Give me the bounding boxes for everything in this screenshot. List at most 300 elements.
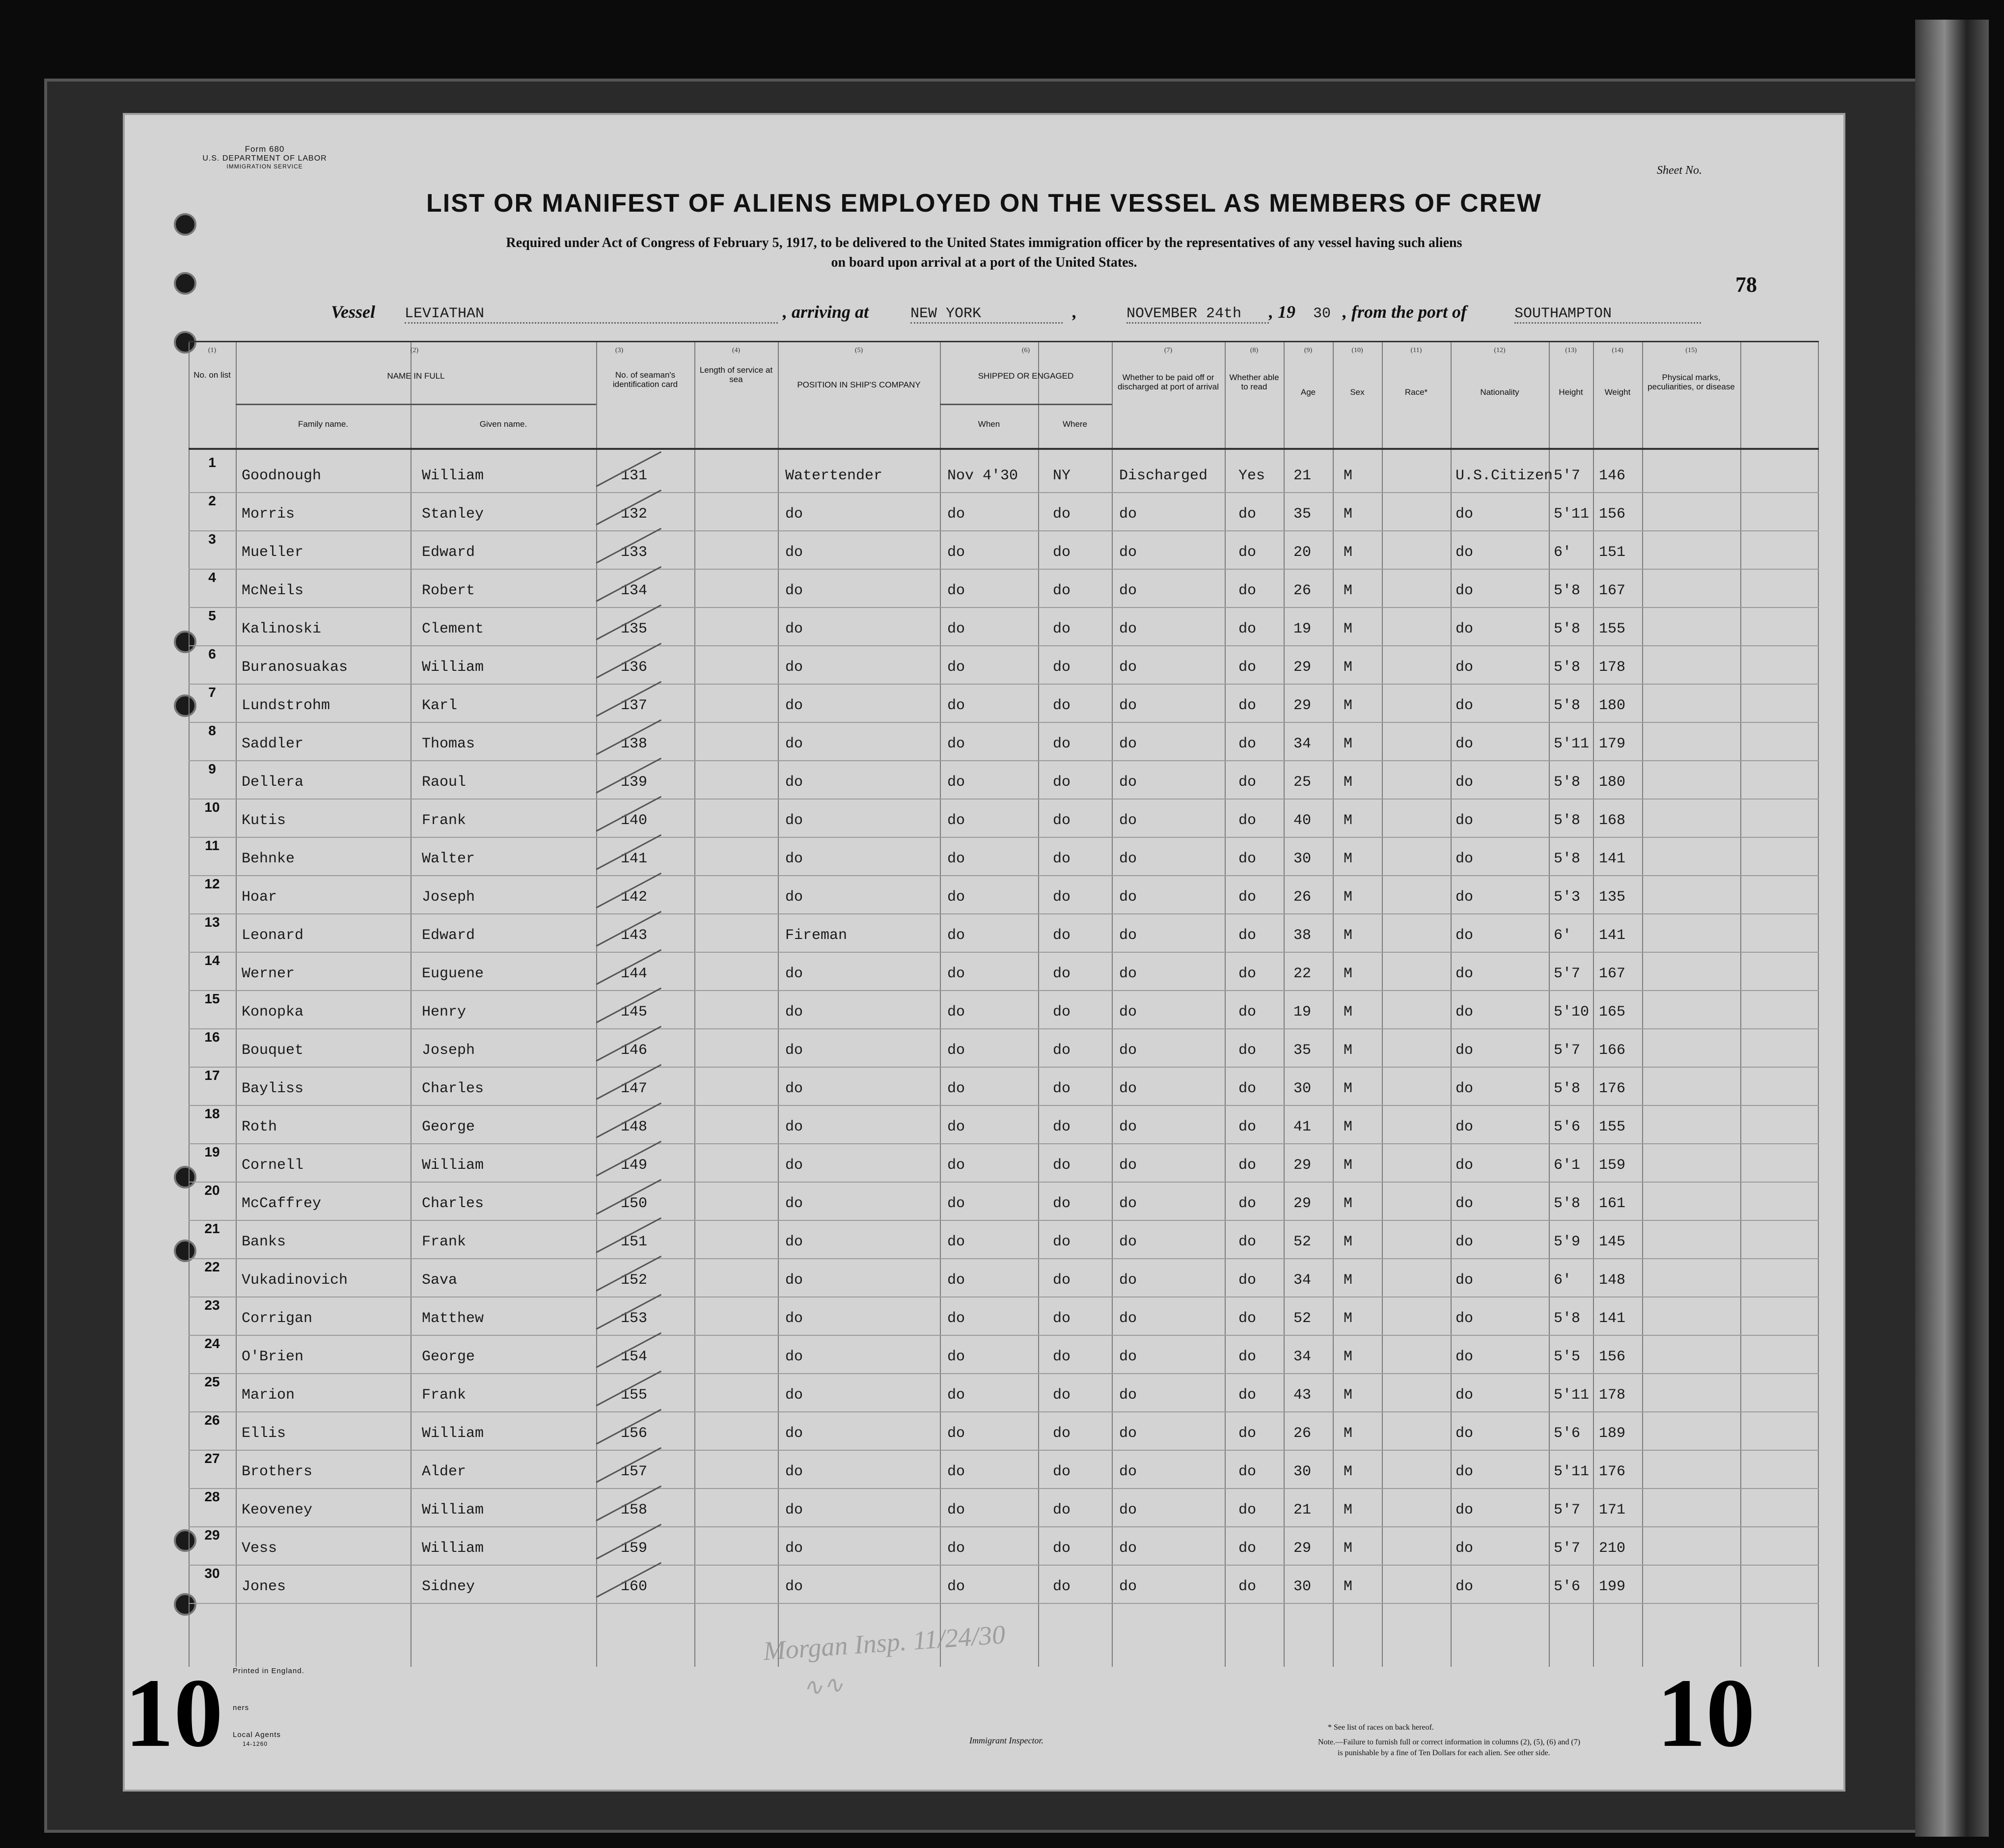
header-no-on-list: No. on list xyxy=(193,370,231,380)
cell-family: Vess xyxy=(242,1540,277,1557)
row-rule xyxy=(189,1182,1819,1183)
header-physical-marks: Physical marks, peculiarities, or disease xyxy=(1647,373,1735,391)
from-port: SOUTHAMPTON xyxy=(1514,305,1701,324)
cell-read: do xyxy=(1238,506,1257,523)
cell-card: 144 xyxy=(621,965,648,982)
row-number: 2 xyxy=(208,493,216,508)
cell-read: do xyxy=(1238,1080,1257,1097)
header-given-name: Given name. xyxy=(479,419,527,429)
cell-when: do xyxy=(947,1042,965,1059)
cell-given: Henry xyxy=(422,1004,467,1021)
cell-family: Bayliss xyxy=(242,1080,304,1097)
cell-sex: M xyxy=(1344,1463,1353,1480)
cell-family: Leonard xyxy=(242,927,304,944)
cell-weight: 199 xyxy=(1599,1578,1626,1595)
row-rule xyxy=(189,569,1819,570)
cell-given: Charles xyxy=(422,1195,484,1212)
cell-read: do xyxy=(1238,544,1257,561)
row-number: 29 xyxy=(204,1527,220,1543)
cell-sex: M xyxy=(1344,582,1353,599)
cell-position: do xyxy=(785,1272,803,1289)
cell-family: Konopka xyxy=(242,1004,304,1021)
row-number: 27 xyxy=(204,1451,220,1466)
cell-family: Cornell xyxy=(242,1157,304,1174)
cell-sex: M xyxy=(1344,1502,1353,1518)
cell-height: 5'8 xyxy=(1554,659,1581,676)
row-rule xyxy=(189,1450,1819,1451)
cell-read: do xyxy=(1238,965,1257,982)
cell-card: 140 xyxy=(621,812,648,829)
row-number: 4 xyxy=(208,570,216,585)
cell-where: do xyxy=(1053,1502,1071,1518)
cell-height: 5'8 xyxy=(1554,621,1581,637)
cell-given: Thomas xyxy=(422,736,475,752)
cell-age: 26 xyxy=(1293,889,1312,906)
cell-height: 5'9 xyxy=(1554,1234,1581,1250)
cell-sex: M xyxy=(1344,544,1353,561)
cell-age: 21 xyxy=(1293,1502,1312,1518)
cell-given: Frank xyxy=(422,812,467,829)
row-number: 20 xyxy=(204,1183,220,1198)
cell-weight: 176 xyxy=(1599,1463,1626,1480)
cell-paid: do xyxy=(1119,1540,1137,1557)
cell-nationality: do xyxy=(1455,1004,1474,1021)
row-rule xyxy=(189,1067,1819,1068)
cell-paid: do xyxy=(1119,1310,1137,1327)
cell-sex: M xyxy=(1344,621,1353,637)
row-rule xyxy=(189,1488,1819,1489)
cell-sex: M xyxy=(1344,1119,1353,1135)
row-number: 3 xyxy=(208,531,216,547)
cell-when: do xyxy=(947,1004,965,1021)
handwritten-initials-icon: ∿∿ xyxy=(801,1670,845,1702)
cell-position: do xyxy=(785,544,803,561)
cell-when: do xyxy=(947,1272,965,1289)
cell-height: 5'5 xyxy=(1554,1349,1581,1365)
row-rule xyxy=(189,645,1819,646)
cell-weight: 171 xyxy=(1599,1502,1626,1518)
cell-where: do xyxy=(1053,544,1071,561)
row-rule xyxy=(189,1143,1819,1144)
cell-where: do xyxy=(1053,582,1071,599)
row-rule xyxy=(189,875,1819,876)
cell-read: do xyxy=(1238,1578,1257,1595)
row-number: 21 xyxy=(204,1221,220,1236)
cell-age: 19 xyxy=(1293,621,1312,637)
cell-weight: 180 xyxy=(1599,697,1626,714)
cell-given: Frank xyxy=(422,1387,467,1404)
header-weight: Weight xyxy=(1604,387,1631,397)
cell-sex: M xyxy=(1344,1425,1353,1442)
column-number: (4) xyxy=(732,347,741,354)
cell-position: do xyxy=(785,812,803,829)
column-number: (6) xyxy=(1021,347,1030,354)
cell-where: do xyxy=(1053,1234,1071,1250)
cell-read: do xyxy=(1238,1042,1257,1059)
cell-given: William xyxy=(422,1157,484,1174)
cell-read: do xyxy=(1238,1502,1257,1518)
cell-family: Kutis xyxy=(242,812,286,829)
cell-where: do xyxy=(1053,1387,1071,1404)
row-rule xyxy=(189,1526,1819,1527)
cell-card: 137 xyxy=(621,697,648,714)
cell-sex: M xyxy=(1344,1157,1353,1174)
cell-weight: 156 xyxy=(1599,1349,1626,1365)
row-rule xyxy=(189,799,1819,800)
cell-read: Yes xyxy=(1238,468,1265,484)
cell-position: do xyxy=(785,889,803,906)
row-rule xyxy=(189,1565,1819,1566)
binder-edge xyxy=(1915,20,1989,1837)
cell-weight: 165 xyxy=(1599,1004,1626,1021)
cell-where: do xyxy=(1053,1425,1071,1442)
cell-paid: do xyxy=(1119,1387,1137,1404)
cell-nationality: do xyxy=(1455,1272,1474,1289)
cell-sex: M xyxy=(1344,927,1353,944)
cell-given: Matthew xyxy=(422,1310,484,1327)
header-race: Race* xyxy=(1404,387,1428,397)
row-number: 25 xyxy=(204,1374,220,1389)
cell-paid: do xyxy=(1119,1080,1137,1097)
cell-position: do xyxy=(785,1234,803,1250)
cell-family: O'Brien xyxy=(242,1349,304,1365)
row-number: 22 xyxy=(204,1259,220,1274)
cell-paid: Discharged xyxy=(1119,468,1208,484)
cell-age: 25 xyxy=(1293,774,1312,791)
cell-family: Dellera xyxy=(242,774,304,791)
cell-family: Brothers xyxy=(242,1463,313,1480)
cell-nationality: do xyxy=(1455,1463,1474,1480)
cell-family: Keoveney xyxy=(242,1502,313,1518)
cell-nationality: do xyxy=(1455,1578,1474,1595)
cell-paid: do xyxy=(1119,1042,1137,1059)
cell-nationality: do xyxy=(1455,1349,1474,1365)
cell-when: do xyxy=(947,1578,965,1595)
cell-paid: do xyxy=(1119,1157,1137,1174)
cell-card: 135 xyxy=(621,621,648,637)
cell-card: 151 xyxy=(621,1234,648,1250)
column-number: (3) xyxy=(615,347,624,354)
cell-nationality: do xyxy=(1455,1310,1474,1327)
column-number: (12) xyxy=(1494,347,1506,354)
cell-where: do xyxy=(1053,506,1071,523)
cell-card: 139 xyxy=(621,774,648,791)
cell-where: do xyxy=(1053,1157,1071,1174)
cell-given: William xyxy=(422,468,484,484)
cell-age: 35 xyxy=(1293,506,1312,523)
cell-age: 41 xyxy=(1293,1119,1312,1135)
cell-family: Buranosuakas xyxy=(242,659,348,676)
header-able-to-read: Whether able to read xyxy=(1229,373,1279,391)
column-number: (5) xyxy=(854,347,863,354)
cell-height: 5'8 xyxy=(1554,812,1581,829)
cell-card: 149 xyxy=(621,1157,648,1174)
cell-age: 30 xyxy=(1293,1080,1312,1097)
row-number: 26 xyxy=(204,1412,220,1428)
cell-weight: 176 xyxy=(1599,1080,1626,1097)
cell-read: do xyxy=(1238,812,1257,829)
cell-height: 5'7 xyxy=(1554,468,1581,484)
row-rule xyxy=(189,1028,1819,1029)
header-family-name: Family name. xyxy=(298,419,349,429)
cell-given: Clement xyxy=(422,621,484,637)
column-number: (1) xyxy=(208,347,217,354)
cell-weight: 155 xyxy=(1599,1119,1626,1135)
cell-sex: M xyxy=(1344,1042,1353,1059)
cell-position: do xyxy=(785,1080,803,1097)
cell-sex: M xyxy=(1344,1234,1353,1250)
cell-position: do xyxy=(785,1004,803,1021)
cell-read: do xyxy=(1238,774,1257,791)
cell-position: do xyxy=(785,659,803,676)
cell-card: 142 xyxy=(621,889,648,906)
row-number: 30 xyxy=(204,1566,220,1581)
row-number: 1 xyxy=(208,455,216,470)
cell-weight: 135 xyxy=(1599,889,1626,906)
cell-card: 145 xyxy=(621,1004,648,1021)
column-number: (9) xyxy=(1304,347,1313,354)
cell-card: 150 xyxy=(621,1195,648,1212)
cell-position: do xyxy=(785,697,803,714)
cell-position: do xyxy=(785,1425,803,1442)
cell-sex: M xyxy=(1344,1195,1353,1212)
cell-paid: do xyxy=(1119,506,1137,523)
cell-age: 26 xyxy=(1293,1425,1312,1442)
header-nationality: Nationality xyxy=(1480,387,1519,397)
row-number: 17 xyxy=(204,1068,220,1083)
cell-position: do xyxy=(785,774,803,791)
cell-sex: M xyxy=(1344,1387,1353,1404)
cell-height: 5'8 xyxy=(1554,851,1581,867)
cell-nationality: do xyxy=(1455,1195,1474,1212)
cell-sex: M xyxy=(1344,1310,1353,1327)
year-suffix: 30 xyxy=(1313,305,1331,322)
cell-height: 5'6 xyxy=(1554,1119,1581,1135)
cell-weight: 166 xyxy=(1599,1042,1626,1059)
row-rule xyxy=(189,684,1819,685)
arriving-port: NEW YORK xyxy=(910,305,1063,324)
cell-card: 131 xyxy=(621,468,648,484)
cell-family: Goodnough xyxy=(242,468,322,484)
cell-given: Walter xyxy=(422,851,475,867)
note-line-1: Note.—Failure to furnish full or correct information in columns (2), (5), (6) and (7) xyxy=(1318,1738,1581,1746)
cell-nationality: do xyxy=(1455,1425,1474,1442)
cell-where: do xyxy=(1053,621,1071,637)
cell-card: 134 xyxy=(621,582,648,599)
cell-when: do xyxy=(947,927,965,944)
cell-where: do xyxy=(1053,889,1071,906)
row-number: 13 xyxy=(204,914,220,930)
cell-age: 34 xyxy=(1293,736,1312,752)
cell-paid: do xyxy=(1119,544,1137,561)
cell-when: do xyxy=(947,544,965,561)
cell-weight: 141 xyxy=(1599,851,1626,867)
cell-card: 159 xyxy=(621,1540,648,1557)
cell-when: Nov 4'30 xyxy=(947,468,1018,484)
cell-position: Watertender xyxy=(785,468,883,484)
cell-nationality: do xyxy=(1455,582,1474,599)
cell-position: do xyxy=(785,621,803,637)
cell-sex: M xyxy=(1344,468,1353,484)
row-rule xyxy=(189,913,1819,914)
column-number: (2) xyxy=(410,347,419,354)
cell-weight: 189 xyxy=(1599,1425,1626,1442)
cell-family: Marion xyxy=(242,1387,295,1404)
cell-card: 146 xyxy=(621,1042,648,1059)
cell-nationality: do xyxy=(1455,621,1474,637)
cell-sex: M xyxy=(1344,697,1353,714)
cell-card: 158 xyxy=(621,1502,648,1518)
row-number: 7 xyxy=(208,685,216,700)
cell-when: do xyxy=(947,1157,965,1174)
cell-family: Hoar xyxy=(242,889,277,906)
cell-weight: 167 xyxy=(1599,582,1626,599)
cell-card: 152 xyxy=(621,1272,648,1289)
sheet-number: 78 xyxy=(1735,273,1757,297)
cell-read: do xyxy=(1238,659,1257,676)
cell-where: do xyxy=(1053,1463,1071,1480)
cell-height: 5'6 xyxy=(1554,1425,1581,1442)
cell-sex: M xyxy=(1344,851,1353,867)
manifest-sheet xyxy=(123,113,1845,1792)
cell-sex: M xyxy=(1344,506,1353,523)
row-rule xyxy=(189,760,1819,761)
cell-where: do xyxy=(1053,812,1071,829)
cell-given: Edward xyxy=(422,544,475,561)
cell-age: 21 xyxy=(1293,468,1312,484)
cell-given: Robert xyxy=(422,582,475,599)
cell-when: do xyxy=(947,697,965,714)
cell-card: 141 xyxy=(621,851,648,867)
cell-paid: do xyxy=(1119,1195,1137,1212)
big-number-left: 10 xyxy=(125,1659,223,1767)
cell-read: do xyxy=(1238,927,1257,944)
cell-sex: M xyxy=(1344,889,1353,906)
cell-family: Roth xyxy=(242,1119,277,1135)
cell-when: do xyxy=(947,1463,965,1480)
cell-given: Alder xyxy=(422,1463,467,1480)
cell-nationality: do xyxy=(1455,1119,1474,1135)
column-number: (11) xyxy=(1410,347,1422,354)
cell-given: Sava xyxy=(422,1272,458,1289)
cell-where: do xyxy=(1053,851,1071,867)
cell-position: do xyxy=(785,1157,803,1174)
cell-age: 30 xyxy=(1293,1578,1312,1595)
cell-where: do xyxy=(1053,965,1071,982)
cell-given: George xyxy=(422,1119,475,1135)
cell-card: 148 xyxy=(621,1119,648,1135)
cell-age: 34 xyxy=(1293,1272,1312,1289)
row-number: 18 xyxy=(204,1106,220,1121)
row-rule xyxy=(189,1335,1819,1336)
cell-height: 5'7 xyxy=(1554,1540,1581,1557)
cell-height: 5'11 xyxy=(1554,1387,1590,1404)
cell-where: NY xyxy=(1053,468,1071,484)
cell-when: do xyxy=(947,1195,965,1212)
cell-paid: do xyxy=(1119,1463,1137,1480)
cell-given: Karl xyxy=(422,697,458,714)
header-position: POSITION IN SHIP'S COMPANY xyxy=(797,380,921,389)
cell-read: do xyxy=(1238,1540,1257,1557)
cell-read: do xyxy=(1238,582,1257,599)
cell-age: 52 xyxy=(1293,1234,1312,1250)
cell-height: 5'8 xyxy=(1554,697,1581,714)
cell-weight: 168 xyxy=(1599,812,1626,829)
races-note: * See list of races on back hereof. xyxy=(1328,1723,1434,1732)
big-number-right: 10 xyxy=(1657,1659,1755,1767)
cell-read: do xyxy=(1238,1463,1257,1480)
cell-sex: M xyxy=(1344,1349,1353,1365)
sheet-no-label: Sheet No. xyxy=(1657,164,1702,177)
cell-where: do xyxy=(1053,927,1071,944)
cell-paid: do xyxy=(1119,697,1137,714)
cell-where: do xyxy=(1053,1578,1071,1595)
row-rule xyxy=(189,722,1819,723)
cell-when: do xyxy=(947,774,965,791)
cell-when: do xyxy=(947,1387,965,1404)
cell-position: do xyxy=(785,1310,803,1327)
cell-nationality: do xyxy=(1455,1042,1474,1059)
local-agents: Local Agents xyxy=(233,1731,281,1739)
row-rule xyxy=(189,990,1819,991)
cell-family: Mueller xyxy=(242,544,304,561)
header-length-of-service: Length of service at sea xyxy=(699,365,773,384)
manifest-table xyxy=(189,341,1819,1667)
cell-where: do xyxy=(1053,774,1071,791)
cell-card: 138 xyxy=(621,736,648,752)
cell-height: 6' xyxy=(1554,544,1572,561)
cell-paid: do xyxy=(1119,965,1137,982)
punch-hole xyxy=(174,272,196,295)
cell-nationality: do xyxy=(1455,927,1474,944)
row-rule xyxy=(189,1105,1819,1106)
printed-in-england: Printed in England. xyxy=(233,1667,304,1675)
cell-family: Saddler xyxy=(242,736,304,752)
cell-read: do xyxy=(1238,1310,1257,1327)
cell-paid: do xyxy=(1119,582,1137,599)
cell-read: do xyxy=(1238,621,1257,637)
cell-nationality: U.S.Citizen xyxy=(1455,468,1553,484)
cell-given: Stanley xyxy=(422,506,484,523)
row-rule xyxy=(189,837,1819,838)
cell-nationality: do xyxy=(1455,736,1474,752)
cell-sex: M xyxy=(1344,1272,1353,1289)
cell-paid: do xyxy=(1119,1119,1137,1135)
cell-when: do xyxy=(947,736,965,752)
cell-position: do xyxy=(785,1502,803,1518)
cell-card: 155 xyxy=(621,1387,648,1404)
cell-read: do xyxy=(1238,736,1257,752)
cell-family: Corrigan xyxy=(242,1310,313,1327)
cell-age: 19 xyxy=(1293,1004,1312,1021)
header-id-card: No. of seaman's identification card xyxy=(612,370,678,389)
cell-paid: do xyxy=(1119,1578,1137,1595)
cell-nationality: do xyxy=(1455,1502,1474,1518)
cell-paid: do xyxy=(1119,1349,1137,1365)
cell-height: 5'10 xyxy=(1554,1004,1590,1021)
cell-age: 34 xyxy=(1293,1349,1312,1365)
cell-height: 5'8 xyxy=(1554,1080,1581,1097)
cell-family: Ellis xyxy=(242,1425,286,1442)
header-shipped-engaged: SHIPPED OR ENGAGED xyxy=(978,371,1074,381)
cell-given: William xyxy=(422,1540,484,1557)
cell-paid: do xyxy=(1119,774,1137,791)
cell-when: do xyxy=(947,1502,965,1518)
form-number: Form 680 xyxy=(245,144,285,154)
cell-height: 5'8 xyxy=(1554,1310,1581,1327)
row-number: 16 xyxy=(204,1029,220,1045)
cell-nationality: do xyxy=(1455,1157,1474,1174)
